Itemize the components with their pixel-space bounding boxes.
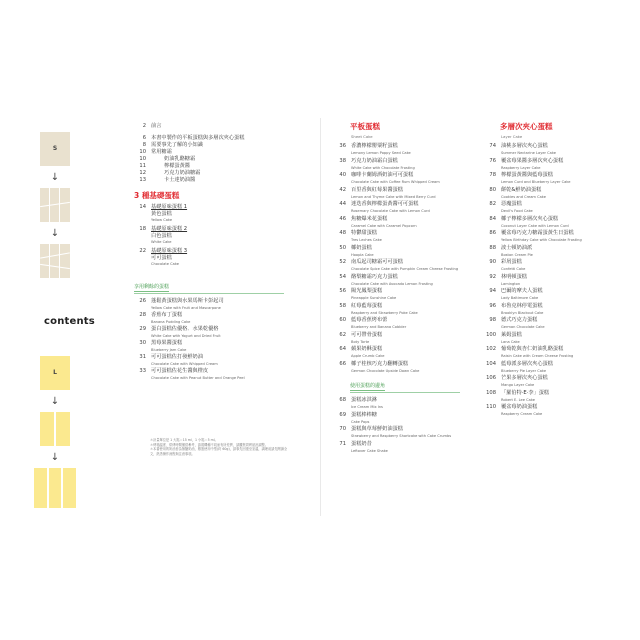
page-number: 104 (486, 360, 496, 367)
toc-entry (330, 275, 470, 289)
toc-entry (480, 333, 614, 347)
page-number: 82 (489, 201, 496, 207)
entry-title-en: Summer Nectarine Layer Cake (501, 151, 557, 155)
toc-entry (130, 327, 310, 341)
toc-column-2 (330, 124, 470, 516)
toc-entry (480, 246, 614, 260)
page-number: 70 (339, 426, 346, 432)
page-number: 50 (339, 244, 346, 251)
entry-title-en: Lamington (501, 281, 521, 286)
entry-title-en: German Chocolate Cake (501, 325, 545, 329)
page-number: 69 (339, 411, 346, 418)
toc-entry (480, 188, 614, 202)
toc-entry (330, 347, 470, 361)
toc-entry (480, 159, 614, 173)
page-number: 12 (139, 170, 146, 176)
tile-small (40, 132, 70, 166)
page-number: 60 (339, 317, 346, 323)
entry-title: 巧克力奶油糖霜 (164, 170, 201, 176)
entry-title: 需要事先了解的小知識 (151, 142, 203, 148)
page-number: 90 (489, 259, 496, 265)
entry-title: 藍莓香蕉烤布蕾 (351, 317, 388, 323)
toc-entry (480, 217, 614, 231)
toc-entry (130, 299, 310, 313)
toc-entry (130, 249, 310, 269)
entry-title: 布魯克林停電蛋糕 (501, 302, 543, 309)
entry-title: 「羅伯特·E·李」蛋糕 (501, 389, 550, 396)
entry-title: 餅乾&鮮奶油蛋糕 (501, 186, 542, 193)
toc-entry (480, 275, 614, 289)
entry-title: 波士頓奶油派 (501, 244, 533, 251)
toc-entry (330, 246, 470, 260)
entry-title-en: Pineapple Sunshine Cake (351, 296, 397, 300)
entry-title-en: Coconut Layer Cake with Lemon Curd (501, 223, 569, 228)
page-number: 2 (142, 123, 146, 129)
entry-title: 香蕉布丁蛋糕 (151, 312, 183, 318)
page-number: 26 (139, 298, 146, 304)
page-number: 100 (486, 331, 496, 338)
toc-entry (480, 318, 614, 332)
entry-title: 奶油乳酪糖霜 (164, 156, 196, 162)
page-number: 44 (339, 201, 346, 207)
entry-title-en: Chocolate Spice Cake with Pumpkin Cream Cheese Frosting (351, 267, 459, 271)
toc-entry (130, 227, 310, 247)
entry-title: 彩屑蛋糕 (501, 259, 522, 265)
entry-title: 蛋糕棒棒糖 (351, 411, 377, 418)
tile-small-label: S (52, 145, 58, 152)
page-number: 48 (339, 230, 346, 236)
entry-title-en: Caramel Cake with Caramel Popcorn (351, 223, 417, 228)
entry-title-en: Robert E. Lee Cake (501, 397, 535, 402)
toc-entry (330, 413, 470, 427)
entry-title-en: Lana Cake (501, 339, 520, 344)
toc-entry (480, 289, 614, 303)
page-number: 106 (486, 375, 496, 381)
entry-title-en: Tres Leches Cake (351, 238, 382, 242)
page-number: 31 (139, 354, 146, 360)
toc-entry (130, 369, 310, 383)
toc-entry (330, 442, 470, 456)
entry-title: 巧克力奶油霜白蛋糕 (351, 157, 398, 164)
page-number: 40 (339, 172, 346, 178)
page-number: 28 (139, 312, 146, 318)
entry-title: 陽光鳳梨蛋糕 (351, 288, 383, 294)
toc-entry (130, 355, 310, 369)
section-rule (134, 293, 284, 294)
footnote-line: ＊本書使用的奶油皆為無鹽奶油，雞蛋使用中型(約 60g)，請事先回復至室溫，調理前請先閱讀全文，熟悉操作流程與注意事項。 (150, 447, 288, 456)
toc-column-3 (480, 124, 614, 516)
entry-title: 蛋糕冰淇淋 (351, 397, 377, 403)
toc-subentry (130, 171, 310, 178)
toc-column-1 (130, 124, 310, 516)
entry-title: 覆盆莓奶油蛋糕 (501, 404, 538, 410)
entry-title: 可可蛋糕佐打發鮮奶油 (151, 354, 203, 360)
page-number: 64 (339, 346, 346, 352)
page-number: 22 (139, 248, 146, 254)
entry-title: 咖啡卡蘭姆酒奶油可可蛋糕 (351, 172, 414, 178)
entry-title-en: Lady Baltimore Cake (501, 296, 539, 300)
entry-title: 常用糖霜 (151, 149, 172, 155)
entry-title: 前言 (151, 123, 162, 129)
toc-entry (330, 289, 470, 303)
arrow-down-icon: ↓ (50, 228, 60, 239)
entry-title-en: Yellow Cake with Fruit and Mascarpone (151, 306, 221, 310)
entry-title-en: Lemon and Thyme Cake with Mixed Berry Curd (351, 194, 436, 199)
entry-title: 藍莓派多層次夾心蛋糕 (501, 360, 553, 367)
entry-title-en: Rosemary Chocolate Cake with Lemon Curd (351, 209, 430, 213)
entry-subtitle: 白色蛋糕 (151, 233, 172, 239)
page-number: 14 (139, 204, 146, 210)
entry-title: 椰子檸檬多層次夾心蛋糕 (501, 215, 559, 222)
entry-title-en: Cake Pops (351, 419, 370, 424)
section-title-layer-en: Layer Cake (501, 134, 523, 139)
entry-title: 蘋果奶酥蛋糕 (351, 346, 383, 352)
tile-large-label: L (53, 369, 57, 376)
entry-title: 焦糖爆米花蛋糕 (351, 215, 388, 222)
page-number: 88 (489, 244, 496, 251)
page-number: 78 (489, 172, 496, 178)
entry-title-en: Apple Crumb Cake (351, 354, 385, 358)
page-number: 36 (339, 143, 346, 149)
toc-entry (330, 427, 470, 441)
toc-entry (330, 188, 470, 202)
page-number: 10 (139, 156, 146, 162)
entry-title-en: German Chocolate Upside Down Cake (351, 368, 420, 373)
entry-title: 可可蛋糕佐花生醬與橙皮 (151, 368, 209, 374)
entry-title-en: Ice Cream Mix Ins (351, 405, 383, 409)
entry-subtitle: 黃色蛋糕 (151, 211, 172, 217)
toc-entry (330, 173, 470, 187)
toc-entry (480, 231, 614, 245)
entry-title-en: Yellow Birthday Cake with Chocolate Frosting (501, 238, 582, 242)
entry-title-en: Lemon Curd and Blueberry Layer Cake (501, 180, 571, 184)
layer-cake-block-1 (40, 412, 70, 446)
entry-title: 德式巧克力蛋糕 (501, 317, 538, 323)
entry-title: 油桃多層次夾心蛋糕 (501, 143, 548, 149)
entry-title-en: Banana Pudding Cake (151, 320, 191, 324)
page-number: 30 (139, 340, 146, 346)
toc-entry (130, 205, 310, 225)
entry-title-en: Raspberry Cream Cake (501, 412, 543, 416)
entry-title-en: Lemony Lemon Poppy Seed Cake (351, 151, 411, 155)
toc-entry (480, 347, 614, 361)
page-number: 29 (139, 326, 146, 332)
entry-title: 紅莓藍莓蛋糕 (351, 302, 383, 309)
page-number: 13 (139, 177, 146, 183)
toc-entry (130, 313, 310, 327)
page-number: 66 (339, 360, 346, 367)
toc-entry (480, 202, 614, 216)
entry-title-en: Chocolate Cake with Avocado Lemon Frosting (351, 281, 433, 286)
toc-subentry (130, 178, 310, 185)
entry-title-en: Chocolate Cake (151, 262, 179, 266)
page-number: 110 (486, 404, 496, 410)
entry-title: 本書中製作的平板蛋糕與多層次夾心蛋糕 (151, 135, 245, 141)
toc-entry (130, 341, 310, 355)
entry-title: 特鬱甜蛋糕 (351, 230, 377, 236)
entry-title: 覆盆莓果醬多層次夾心蛋糕 (501, 157, 564, 164)
page-number: 56 (339, 288, 346, 294)
toc-entry (330, 333, 470, 347)
entry-title-en: Chocolate Cake with Coffee Rum Whipped Cream (351, 180, 440, 184)
sheet-cake-block-2 (40, 244, 70, 278)
entry-title: 百里香與紅莓果醬蛋糕 (351, 186, 403, 193)
entry-title: 卡士達奶油醬 (164, 177, 196, 183)
entry-title: 芒果多層次夾心蛋糕 (501, 375, 548, 381)
page-number: 11 (139, 163, 146, 169)
entry-title: 基礎原味蛋糕 1 (151, 204, 188, 210)
page-number: 54 (339, 273, 346, 280)
entry-title-en: Boty Torte (351, 339, 370, 344)
toc-entry (480, 260, 614, 274)
toc-entry (330, 304, 470, 318)
entry-title-en: Blueberry and Banana Cobbler (351, 325, 407, 329)
footnotes (150, 438, 290, 456)
entry-title: 覆盆莓巧克力糖霜蛋黃生日蛋糕 (501, 230, 574, 236)
page-number: 46 (339, 215, 346, 222)
entry-title-en: Yellow Cake (151, 218, 173, 222)
toc-entry (330, 260, 470, 274)
page-number: 92 (489, 273, 496, 280)
entry-title: 蛋糕與草莓鮮奶油蛋糕 (351, 426, 403, 432)
arrow-down-icon: ↓ (50, 172, 60, 183)
footnote-line: ＊計量單位是 1 大匙＝15 ml，1 小匙＝5 ml。 (150, 438, 218, 442)
arrow-down-icon: ↓ (50, 452, 60, 463)
page-number: 94 (489, 288, 496, 294)
page-number: 96 (489, 302, 496, 309)
page-number: 18 (139, 226, 146, 232)
entry-title: 黑莓果醬蛋糕 (151, 340, 183, 346)
entry-title-en: Chocolate Cake with Whipped Cream (151, 362, 218, 366)
entry-title-en: Hoopla Cake (351, 252, 374, 257)
entry-title: 蛋白蛋糕佐優格．水果乾優格 (151, 326, 219, 332)
entry-title-en: Boston Cream Pie (501, 252, 533, 257)
entry-title: 蛋糕奶昔 (351, 440, 372, 447)
section-title-sheet: 平板蛋糕 (350, 122, 380, 131)
entry-title: 酪梨糖霜巧克力蛋糕 (351, 273, 398, 280)
entry-title-en: White Cake with Yogurt and Dried Fruit (151, 334, 221, 338)
graphic-column (30, 118, 95, 516)
entry-title-en: Strawberry and Raspberry Shortcake with Cake Crumbs (351, 434, 452, 438)
page-number: 74 (489, 143, 496, 149)
toc-entry (480, 362, 614, 376)
toc-entry (330, 217, 470, 231)
page-number: 8 (142, 142, 146, 148)
toc-entry (330, 144, 470, 158)
page-number: 98 (489, 317, 496, 323)
page-number: 62 (339, 331, 346, 338)
entry-title-en: Raspberry and Strawberry Poke Cake (351, 310, 418, 315)
entry-title: 惡魔蛋糕 (501, 201, 522, 207)
book-spread (30, 118, 614, 516)
section-title-leftover2: 使用蛋糕的邊角 (350, 383, 386, 389)
page-number: 86 (489, 230, 496, 236)
page-number: 52 (339, 259, 346, 265)
entry-title-en: Devil's Food Cake (501, 209, 533, 213)
page-number: 80 (489, 186, 496, 193)
entry-title: 迷迭香與檸檬蛋黃醬可可蛋糕 (351, 201, 419, 207)
section-title-layer: 多層次夾心蛋糕 (500, 122, 553, 131)
toc-entry (480, 391, 614, 405)
page-number: 108 (486, 389, 496, 396)
entry-subtitle: 可可蛋糕 (151, 255, 172, 261)
page-number: 6 (142, 135, 146, 141)
tile-large (40, 356, 70, 390)
entry-title: 檸檬蛋黃醬 (164, 163, 190, 169)
entry-title-en: Mango Layer Cake (501, 383, 535, 387)
entry-title: 萊姆蛋糕 (501, 331, 522, 338)
section-title-leftover: 享用剩餘的蛋糕 (134, 284, 170, 290)
toc-entry (480, 405, 614, 419)
entry-title: 檸檬蛋黃醬與藍莓蛋糕 (501, 172, 553, 178)
entry-title: 南瓜起司糖霜可可蛋糕 (351, 259, 403, 265)
toc-entry (330, 231, 470, 245)
entry-title-en: Brooklyn Blackout Cake (501, 310, 544, 315)
toc-entry (330, 318, 470, 332)
toc-subentry (130, 157, 310, 164)
page-number: 84 (489, 215, 496, 222)
entry-title: 基礎原味蛋糕 3 (151, 248, 188, 254)
section-title-sheet-en: Sheet Cake (351, 134, 373, 139)
entry-title-en: Raisin Cake with Cream Cheese Frosting (501, 354, 574, 358)
entry-title: 香濃檸檬罌粟籽蛋糕 (351, 143, 398, 149)
entry-title: 巴爾的摩夫人蛋糕 (501, 288, 543, 294)
page-number: 76 (489, 157, 496, 164)
toc-entry (480, 173, 614, 187)
toc-subentry (130, 164, 310, 171)
entry-title-en: Blueberry Jam Cake (151, 348, 187, 352)
entry-title: 蓬鬆黃蛋糕與水果馬斯卡彭起司 (151, 298, 224, 304)
entry-title: 椰子桂核巧克力翻轉蛋糕 (351, 360, 409, 367)
entry-title-en: Confetti Cake (501, 267, 526, 271)
entry-title-en: Chocolate Cake with Peanut Butter and Orange Peel (151, 376, 245, 380)
entry-title-en: White Cake with Chocolate Frosting (351, 165, 415, 170)
toc-entry (330, 159, 470, 173)
toc-entry (330, 202, 470, 216)
layer-cake-block-2 (34, 468, 76, 508)
page-number: 68 (339, 397, 346, 403)
section-rule (350, 392, 460, 393)
toc-entry (330, 398, 470, 412)
page-number: 102 (486, 346, 496, 352)
page-number: 58 (339, 302, 346, 309)
gutter-line (320, 118, 321, 516)
page-number: 38 (339, 157, 346, 164)
entry-title: 林明頓蛋糕 (501, 273, 527, 280)
toc-entry (330, 362, 470, 376)
toc-entry (480, 376, 614, 390)
entry-title-en: Leftover Cake Shake (351, 448, 388, 453)
arrow-down-icon: ↓ (50, 396, 60, 407)
entry-title: 可可帶骨蛋糕 (351, 331, 383, 338)
page-number: 10 (139, 149, 146, 155)
sheet-cake-block-1 (40, 188, 70, 222)
page-number: 33 (139, 368, 146, 374)
toc-entry (480, 304, 614, 318)
entry-title: 葡萄乾與杏仁奶油乳酪蛋糕 (501, 346, 564, 352)
page-number: 42 (339, 186, 346, 193)
entry-title-en: White Cake (151, 240, 172, 244)
section-title-basic: 3 種基礎蛋糕 (134, 191, 180, 200)
entry-title: 基礎原味蛋糕 2 (151, 226, 188, 232)
entry-title-en: Raspberry Layer Cake (501, 165, 541, 170)
contents-label: contents (44, 316, 95, 327)
page-number: 71 (339, 440, 346, 447)
entry-title-en: Blueberry Pie Layer Cake (501, 368, 547, 373)
toc-entry (480, 144, 614, 158)
entry-title-en: Cookies and Cream Cake (501, 194, 546, 199)
footnote-line: ＊烤箱溫度、烘烤時間僅供參考，請視機種不同而有所差異，請觀察烘烤狀況調整。 (150, 442, 268, 447)
entry-title: 椰奶蛋糕 (351, 244, 372, 251)
